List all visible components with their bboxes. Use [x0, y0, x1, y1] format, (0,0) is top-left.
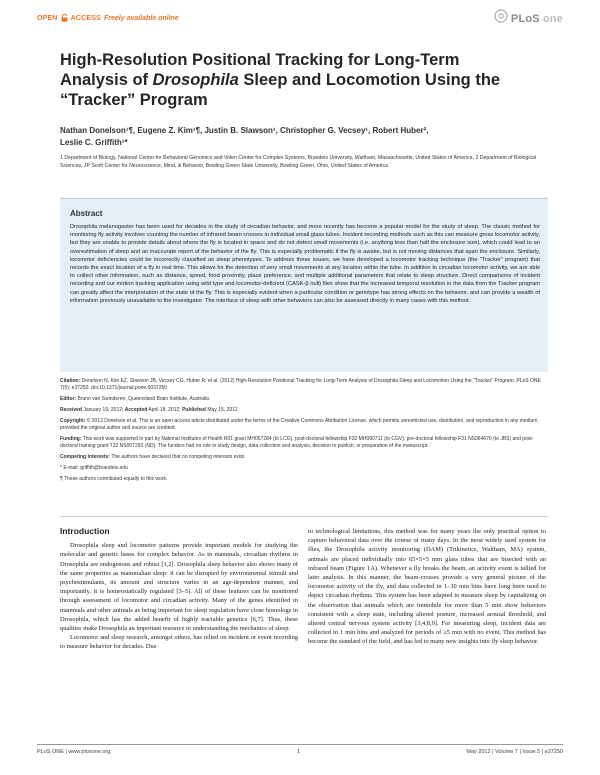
title-line-3: “Tracker” Program	[60, 91, 208, 109]
footer-divider	[37, 744, 563, 745]
right-column	[308, 527, 546, 647]
plos-emblem-icon	[494, 9, 508, 28]
title-line-1: High-Resolution Positional Tracking for Long-Term	[60, 51, 460, 69]
title-line-2b: Sleep and Locomotion Using the	[238, 71, 501, 89]
author-list	[60, 125, 530, 149]
open-label: OPEN	[37, 14, 58, 22]
article-title	[60, 50, 550, 110]
citation: Citation: Donelson N, Kim EZ, Slawson JB, Vecsey CG, Huber R, et al. (2012) High-Resolution Positional Tracking for Long-Term Analysis of Drosophila Sleep and Locomotion Using the “Tracker” Program. PLoS ONE 7(5): e37250. doi:10.1371/journal.pone.0037250	[60, 378, 541, 391]
article-metadata	[60, 378, 545, 487]
competing-interests: Competing Interests: The authors have declared that no competing interests exist.	[60, 454, 246, 460]
footer-issue: May 2012 | Volume 7 | Issue 5 | e37250	[466, 749, 563, 755]
abstract-text: Drosophila melanogaster has been used for decades in the study of circadian behavior, and more recently has become a popular model for the study of sleep. The classic method for monitoring fly activity involves counting the number of infrared beam crosses in individual small glass tubes. Incident recording methods such as this can measure gross locomotor activity, but they are unable to provide details about where the fly is located in space and do not detect small movements (i.e. anything less than half the enclosure size), which could lead to an overestimation of sleep and an inaccurate report of the behavior of the fly. This is especially problematic if the fly is awake, but is not moving distances that span the enclosure. Similarly, locomotor deficiencies could be incorrectly classified as sleep phenotypes. To address these issues, we have developed a locomotor tracking technique (the “Tracker” program) that records the exact location of a fly in real time. This allows for the detection of very small movements at any location within the tube. In addition to circadian locomotor activity, we are able to collect other information, such as distance, speed, food proximity, place preference, and multiple additional parameters that relate to sleep structure. Direct comparisons of incident recording and our motion tracking application using wild type and locomotor-deficient (CASK-β null) flies show that the increased temporal resolution in the data from the Tracker program can greatly affect the interpretation of the state of the fly. This is especially evident when a particular condition or genotype has strong effects on the behavior, and can provide a wealth of information previously unavailable to the investigator. The interface of sleep with other behaviors can also be assessed directly in many cases with this method.	[70, 224, 540, 304]
abstract-heading: Abstract	[70, 209, 103, 218]
introduction-heading: Introduction	[60, 526, 110, 536]
access-label: ACCESS	[70, 14, 102, 22]
free-available-label: Freely available online	[104, 14, 179, 22]
title-drosophila: Drosophila	[152, 71, 239, 89]
divider	[60, 516, 548, 517]
copyright: Copyright: © 2012 Donelson et al. This is an open-access article distributed under the terms of the Creative Commons Attribution License, which permits unrestricted use, distribution, and reproduction in any medium, provided the original author and source are credited.	[60, 418, 539, 431]
logo-plos-text: PLoS	[510, 12, 540, 25]
intro-paragraph-3: to technological limitations, this method was for many years the only practical option to capture behavioral data over the course of many days. In the most widely used system for flies, the Drosophila activity monitoring (DAM) (Trikinetics, Waltham, MA) system, animals are placed individually into 65×5×5 mm glass tubes that are bisected with an infrared beam (Figure 1A). Whenever a fly breaks the beam, an activity event is tallied for later analysis. In this manner, the beam-crosses provide a very general picture of the locomotor activity of the fly, and data collected in 1–30 min bins have long been used to depict circadian rhythms. This system has been adapted to measure sleep by capitalizing on the observation that animals which are immobile for more than 5 min show behaviors consistent with a sleep state, including altered posture, increased arousal threshold, and altered central nervous system activity [3,4,8,9]. For measuring sleep, incident data are collected in 1 min bins and analyzed for periods of ≥5 min with no event. This method has become the standard of the field, and has led to many new insights into fly sleep behavior.	[308, 528, 546, 646]
title-line-2a: Analysis of	[60, 71, 153, 89]
footer-page-number: 1	[297, 749, 301, 755]
intro-paragraph-1: Drosophila sleep and locomotor patterns provide important models for studying the molecular and genetic bases for complex behavior. As in mammals, circadian rhythms in Drosophila are endogenous and robust [1,2]. Drosophila sleep behavior also shows many of the same properties as mammalian sleep: it can be disrupted by environmental stimuli and psychostimulants, its amount and structure varies in an age-dependent manner, and importantly, it is homeostatically regulated [3–5]. All of these features can be monitored through assessment of locomotor and circadian activity. Many of the genes identified in mammals and other animals as being important for sleep regulation have close homologs in Drosophila, which has the added benefit of highly tractable genetics [6,7]. Thus, these qualities make Drosophila an important resource in understanding the mechanics of sleep.	[60, 542, 298, 633]
plos-one-logo	[494, 9, 563, 28]
intro-paragraph-2: Locomotor and sleep research, amongst others, has relied on incident or event recording to measure behavior for decades. Due	[60, 634, 298, 651]
affiliations: 1 Department of Biology, National Center for Behavioral Genomics and Volen Center for Complex Systems, Brandeis University, Waltham, Massachusetts, United States of America, 2 Department of Biological Sciences, JP Scott Center for Neuroscience, Mind, & Behavior, Bowling Green State University, Bowling Green, Ohio, United States of America	[60, 155, 537, 169]
funding: Funding: This work was supported in part by National Institutes of Health R01 grant MH067284 (to LCG), post-doctoral fellowship F32 MH090711 (to CGV), pre-doctoral fellowship F31 NS064670 (to JBS) and post-doctoral training grant T32 NS007292 (ND). The funders had no role in study design, data collection and analysis, decision to publish, or preparation of the manuscript.	[60, 436, 534, 449]
abstract-box	[60, 198, 548, 372]
equal-contribution: ¶ These authors contributed equally to this work.	[60, 476, 168, 482]
open-lock-icon	[61, 14, 68, 22]
footer-journal: PLoS ONE | www.plosone.org	[37, 749, 111, 755]
authors-line-1: Nathan Donelson¹¶, Eugene Z. Kim¹¶, Justin B. Slawson¹, Christopher G. Vecsey¹, Robert Huber²,	[60, 126, 429, 135]
authors-line-2: Leslie C. Griffith¹*	[60, 138, 128, 147]
email: * E-mail: griffith@brandeis.edu	[60, 465, 128, 471]
left-column	[60, 527, 298, 652]
logo-one-text: one	[542, 12, 563, 25]
editor: Editor: Bruno van Swinderen, Queensland Brain Institute, Australia	[60, 396, 209, 402]
dates: Received January 19, 2012; Accepted April 18, 2012; Published May 15, 2012	[60, 407, 238, 413]
open-access-banner	[37, 14, 179, 22]
